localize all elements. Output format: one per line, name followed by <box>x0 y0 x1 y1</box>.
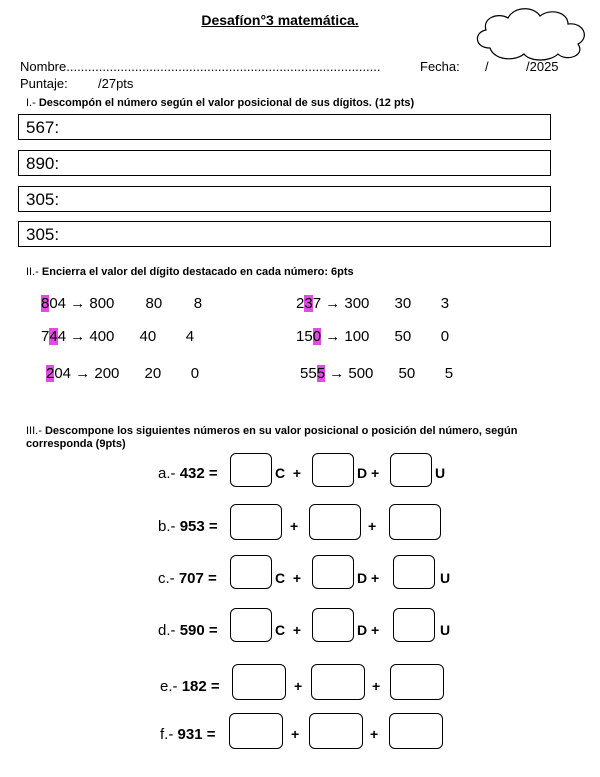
answer-square[interactable] <box>390 664 444 700</box>
place-label-c: C + <box>275 465 302 481</box>
value-option[interactable]: 4 <box>185 328 195 345</box>
answer-square[interactable] <box>311 664 365 700</box>
arrow-icon: → <box>75 365 91 382</box>
digit-item <box>300 365 453 382</box>
date-year: /2025 <box>526 59 559 74</box>
answer-square[interactable] <box>312 555 354 589</box>
answer-number: 890: <box>26 154 60 173</box>
value-option[interactable]: 40 <box>139 328 157 345</box>
digit-item <box>46 365 199 382</box>
plus-sign: + <box>294 678 303 694</box>
value-option[interactable]: 20 <box>144 365 162 382</box>
answer-square[interactable] <box>230 453 272 487</box>
score-value: /27pts <box>98 76 134 91</box>
arrow-icon: → <box>70 295 86 312</box>
plus-sign: + <box>372 678 381 694</box>
digit-number: 150 <box>296 328 322 345</box>
section2-roman: II.- <box>26 266 39 278</box>
value-option[interactable]: 200 <box>94 365 120 382</box>
plus-sign: + <box>290 518 299 534</box>
answer-square[interactable] <box>309 713 363 749</box>
answer-square[interactable] <box>312 608 354 642</box>
place-label-d: D + <box>357 622 380 638</box>
section2-instruction: Encierra el valor del dígito destacado en cada número: 6pts <box>41 266 354 278</box>
answer-box[interactable] <box>18 150 551 176</box>
answer-square[interactable] <box>229 713 283 749</box>
highlighted-digit: 5 <box>316 365 326 382</box>
value-option[interactable]: 500 <box>348 365 374 382</box>
section1-roman: I.- <box>26 97 36 109</box>
equation-label: d.- 590 = <box>158 622 218 639</box>
answer-number: 305: <box>26 225 60 244</box>
value-option[interactable]: 400 <box>89 328 115 345</box>
answer-square[interactable] <box>390 453 432 487</box>
answer-box[interactable] <box>18 114 551 140</box>
value-option[interactable]: 0 <box>190 365 200 382</box>
answer-square[interactable] <box>389 713 443 749</box>
section2-heading <box>26 266 354 278</box>
highlighted-digit: 0 <box>312 328 322 345</box>
arrow-icon: → <box>70 328 86 345</box>
section1-heading <box>26 97 414 109</box>
digit-item <box>296 295 449 312</box>
answer-square[interactable] <box>309 504 361 540</box>
value-option[interactable]: 8 <box>193 295 203 312</box>
place-label-d: D + <box>357 570 380 586</box>
highlighted-digit: 8 <box>41 295 50 312</box>
answer-square[interactable] <box>312 453 354 487</box>
value-option[interactable]: 0 <box>440 328 450 345</box>
answer-square[interactable] <box>232 664 286 700</box>
score-label: Puntaje: <box>20 76 68 91</box>
digit-number: 237 <box>296 295 322 312</box>
digit-number: 204 <box>46 365 72 382</box>
page-title: Desafíon°3 matemática. <box>201 12 359 28</box>
highlighted-digit: 4 <box>49 328 58 345</box>
cloud-icon <box>470 4 592 62</box>
answer-square[interactable] <box>230 555 272 589</box>
value-option[interactable]: 100 <box>344 328 370 345</box>
value-option[interactable]: 50 <box>398 365 416 382</box>
equation-label: b.- 953 = <box>158 518 218 535</box>
plus-sign: + <box>370 726 379 742</box>
digit-item <box>296 328 449 345</box>
answer-box[interactable] <box>18 186 551 212</box>
digit-item <box>41 295 202 312</box>
date-slash: / <box>485 59 489 74</box>
answer-square[interactable] <box>230 504 282 540</box>
value-option[interactable]: 50 <box>394 328 412 345</box>
digit-number: 555 <box>300 365 326 382</box>
section3-instruction: Descompone los siguientes números en su valor posicional o posición del número, según corresponda (9pts) <box>26 425 518 450</box>
arrow-icon: → <box>325 295 341 312</box>
arrow-icon: → <box>325 328 341 345</box>
answer-square[interactable] <box>393 555 435 589</box>
answer-number: 305: <box>26 190 60 209</box>
equation-label: c.- 707 = <box>158 570 217 587</box>
answer-square[interactable] <box>230 608 272 642</box>
section3-roman: III.- <box>26 425 42 437</box>
place-label-u: U <box>435 465 446 481</box>
highlighted-digit: 3 <box>304 295 313 312</box>
plus-sign: + <box>368 518 377 534</box>
digit-item <box>41 328 194 345</box>
answer-square[interactable] <box>393 608 435 642</box>
answer-box[interactable] <box>18 221 551 247</box>
section3-heading <box>26 425 566 451</box>
equation-label: f.- 931 = <box>160 726 216 743</box>
place-label-u: U <box>440 622 451 638</box>
answer-square[interactable] <box>389 504 441 540</box>
value-option[interactable]: 3 <box>440 295 450 312</box>
place-label-c: C + <box>275 570 302 586</box>
place-label-d: D + <box>357 465 380 481</box>
highlighted-digit: 2 <box>46 365 55 382</box>
digit-number: 744 <box>41 328 67 345</box>
equation-label: a.- 432 = <box>158 465 218 482</box>
value-option[interactable]: 5 <box>444 365 454 382</box>
section1-instruction: Descompón el número según el valor posicional de sus dígitos. (12 pts) <box>38 97 415 109</box>
arrow-icon: → <box>329 365 345 382</box>
name-field-label: Nombre....................................................................................... <box>20 59 381 74</box>
equation-label: e.- 182 = <box>160 678 220 695</box>
digit-number: 804 <box>41 295 67 312</box>
value-option[interactable]: 80 <box>145 295 163 312</box>
place-label-c: C + <box>275 622 302 638</box>
answer-number: 567: <box>26 118 60 137</box>
value-option[interactable]: 300 <box>344 295 370 312</box>
value-option[interactable]: 30 <box>394 295 412 312</box>
place-label-u: U <box>440 570 451 586</box>
plus-sign: + <box>291 726 300 742</box>
value-option[interactable]: 800 <box>89 295 115 312</box>
date-label: Fecha: <box>420 59 460 74</box>
